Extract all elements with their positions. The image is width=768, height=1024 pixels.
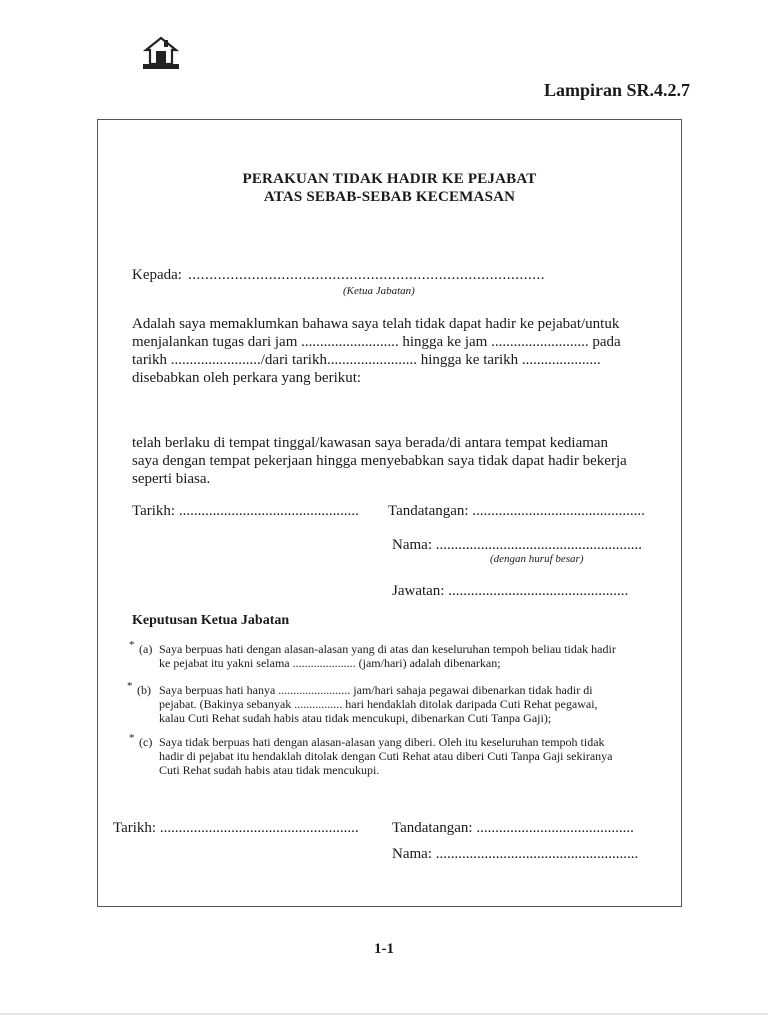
- kepada-field[interactable]: ....................................................................................: [188, 267, 545, 283]
- nama-hint: (dengan huruf besar): [490, 553, 584, 565]
- option-b-line2: pejabat. (Bakinya sebanyak ................ hari hendaklah ditolak daripada Cuti Rehat pegawai,: [159, 697, 598, 711]
- option-c-line3: Cuti Rehat sudah habis atau tidak mencukupi.: [159, 763, 380, 777]
- option-a-marker: [129, 639, 153, 657]
- option-b-line3: kalau Cuti Rehat sudah habis atau tidak mencukupi, dibenarkan Cuti Tanpa Gaji);: [159, 711, 552, 725]
- option-c-line2: hadir di pejabat itu hendaklah ditolak dengan Cuti Rehat atau diberi Cuti Tanpa Gaji sekiranya: [159, 749, 613, 763]
- tarikh-field-2[interactable]: Tarikh: .....................................................: [113, 820, 359, 836]
- option-b-line1: Saya berpuas hati hanya ........................ jam/hari sahaja pegawai dibenarkan tidak hadir di: [159, 683, 593, 697]
- para1-line1: Adalah saya memaklumkan bahawa saya telah tidak dapat hadir ke pejabat/untuk: [132, 316, 620, 332]
- option-a-label: (a): [139, 642, 153, 656]
- page-number: 1-1: [374, 941, 394, 957]
- house-emblem-icon: [142, 34, 180, 70]
- tandatangan-field-1[interactable]: Tandatangan: ..............................................: [388, 503, 645, 519]
- para1-line4: disebabkan oleh perkara yang berikut:: [132, 370, 362, 386]
- tandatangan-field-2[interactable]: Tandatangan: ..........................................: [392, 820, 634, 836]
- option-a-line1: Saya berpuas hati dengan alasan-alasan yang di atas dan keseluruhan tempoh beliau tidak hadir: [159, 642, 616, 656]
- nama-field-2[interactable]: Nama: ......................................................: [392, 846, 639, 862]
- para2-line2: saya dengan tempat pekerjaan hingga menyebabkan saya tidak dapat hadir bekerja: [132, 453, 627, 469]
- jawatan-field[interactable]: Jawatan: ................................................: [392, 583, 629, 599]
- asterisk-c: *: [129, 732, 135, 744]
- option-b-label: (b): [137, 683, 151, 697]
- nama-field-1[interactable]: Nama: .......................................................: [392, 537, 642, 553]
- document-code: Lampiran SR.4.2.7: [543, 80, 690, 100]
- asterisk-b: *: [127, 680, 133, 692]
- asterisk-a: *: [129, 639, 135, 651]
- para1-line2: menjalankan tugas dari jam .......................... hingga ke jam .......................... pada: [132, 334, 621, 350]
- page-edge-divider: [0, 1013, 768, 1015]
- option-a-line2: ke pejabat itu yakni selama ..................... (jam/hari) adalah dibenarkan;: [159, 656, 501, 670]
- option-c-marker: [129, 732, 153, 750]
- option-c-line1: Saya tidak berpuas hati dengan alasan-alasan yang diberi. Oleh itu keseluruhan tempoh tidak: [159, 735, 605, 749]
- option-c-label: (c): [139, 735, 153, 749]
- keputusan-heading: Keputusan Ketua Jabatan: [132, 613, 290, 628]
- para2-line3: seperti biasa.: [132, 471, 211, 487]
- tarikh-field-1[interactable]: Tarikh: ................................................: [132, 503, 359, 519]
- para2-line1: telah berlaku di tempat tinggal/kawasan saya berada/di antara tempat kediaman: [132, 435, 609, 451]
- form-title-line2: ATAS SEBAB-SEBAB KECEMASAN: [263, 189, 516, 205]
- kepada-hint: (Ketua Jabatan): [343, 285, 415, 297]
- para1-line3: tarikh ......................../dari tarikh........................ hingga ke tarikh .....................: [132, 352, 601, 368]
- form-title-line1: PERAKUAN TIDAK HADIR KE PEJABAT: [242, 171, 537, 187]
- option-b-marker: [127, 680, 151, 698]
- kepada-label: Kepada:: [132, 267, 182, 283]
